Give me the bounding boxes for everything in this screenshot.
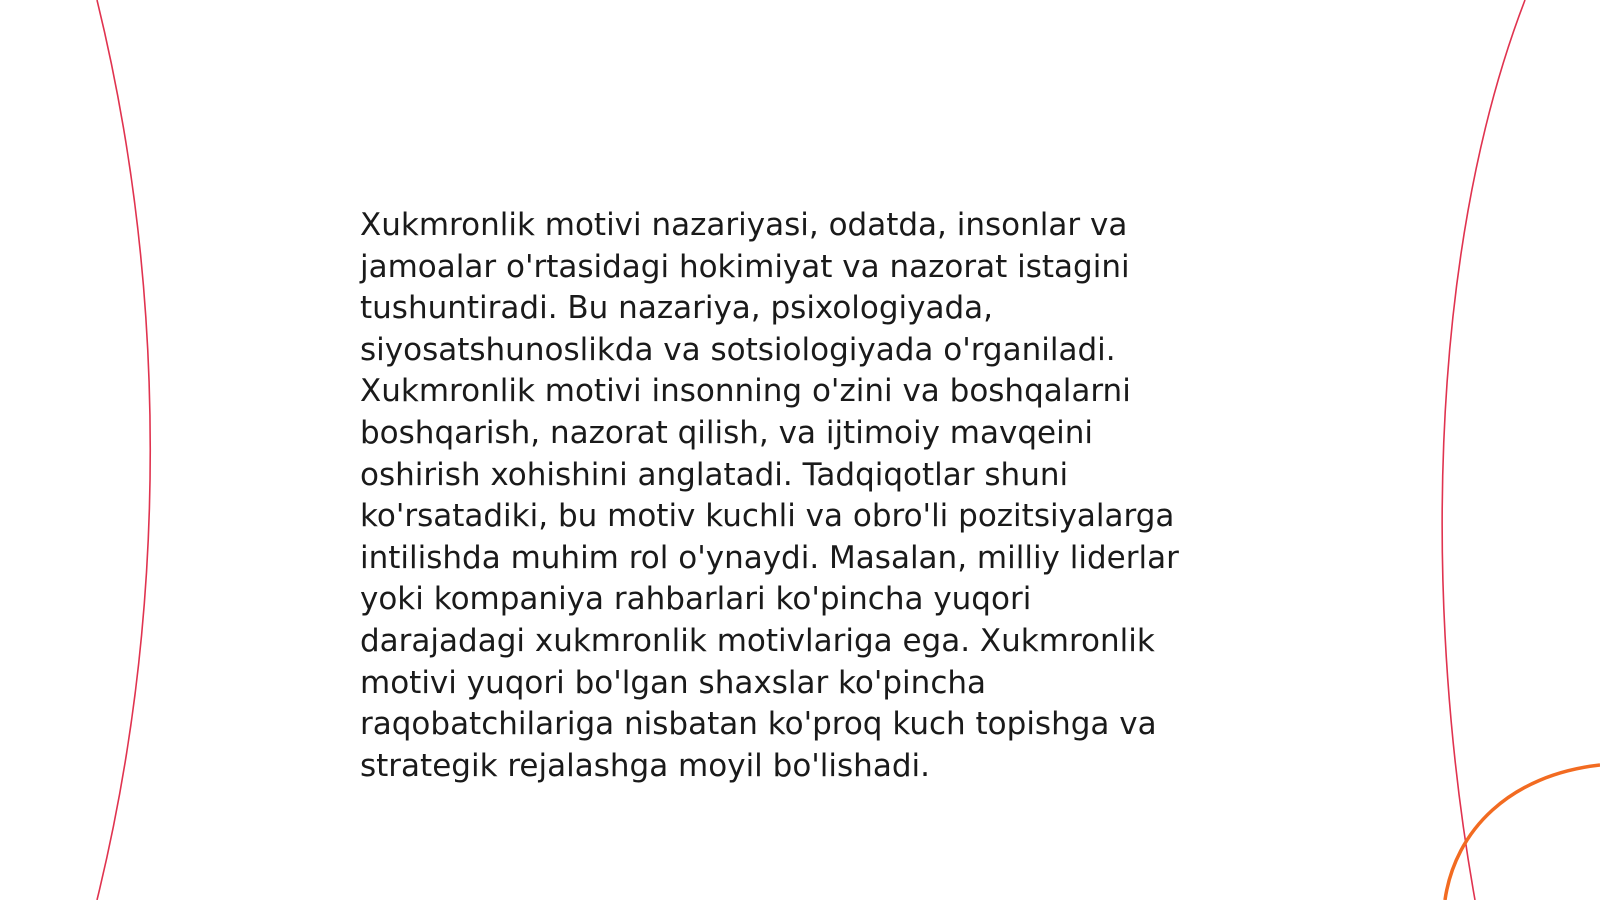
body-paragraph: Xukmronlik motivi nazariyasi, odatda, insonlar va jamoalar o'rtasidagi hokimiyat va nazorat istagini tushuntiradi. Bu nazariya, psixologiyada, siyosatshunoslikda va sotsiologiyada o'rganiladi. Xukmronlik motivi insonning o'zini va boshqalarni boshqarish, nazorat qilish, va ijtimoiy mavqeini oshirish xohishini anglatadi. Tadqiqotlar shuni ko'rsatadiki, bu motiv kuchli va obro'li pozitsiyalarga intilishda muhim rol o'ynaydi. Masalan, milliy liderlar yoki kompaniya rahbarlari ko'pincha yuqori darajadagi xukmronlik motivlariga ega. Xukmronlik motivi yuqori bo'lgan shaxslar ko'pincha raqobatchilariga nisbatan ko'proq kuch topishga va strategik rejalashga moyil bo'lishadi. — [360, 207, 1179, 784]
left-curve — [97, 0, 150, 900]
bottom-right-arc — [1445, 765, 1600, 900]
right-curve — [1442, 0, 1525, 900]
